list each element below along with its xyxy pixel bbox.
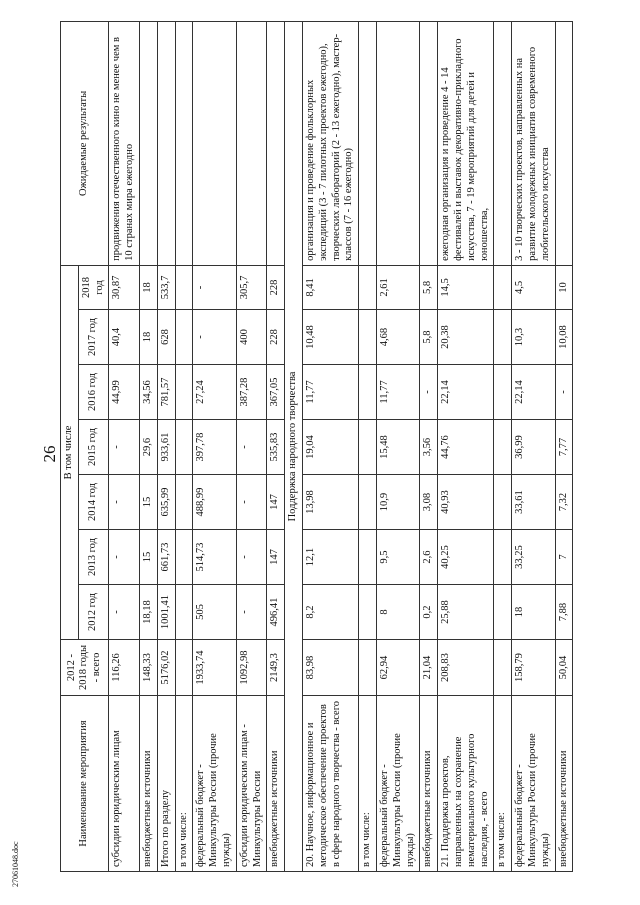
row-year-value: 34,56	[139, 365, 157, 420]
row-result	[494, 21, 512, 265]
row-year-value: 5,8	[420, 310, 438, 365]
row-total: 50,04	[555, 640, 573, 696]
row-name: в том числе:	[494, 696, 512, 872]
row-result	[267, 21, 285, 265]
row-year-value	[175, 530, 193, 585]
table-row	[267, 21, 285, 871]
row-year-value: 27,24	[193, 365, 236, 420]
table-header	[61, 21, 109, 871]
row-year-value: -	[236, 475, 267, 530]
row-year-value: 7,77	[555, 420, 573, 475]
row-year-value: 397,78	[193, 420, 236, 475]
header-year: 2017 год	[78, 310, 109, 365]
section-row	[285, 21, 303, 871]
row-name: в том числе:	[359, 696, 377, 872]
row-year-value: -	[109, 585, 140, 640]
table-row	[555, 21, 573, 871]
table-row	[438, 21, 494, 871]
row-name: субсидии юридическим лицам	[109, 696, 140, 872]
row-year-value: -	[109, 420, 140, 475]
header-year: 2016 год	[78, 365, 109, 420]
row-name: Итого по разделу	[157, 696, 175, 872]
row-total: 116,26	[109, 640, 140, 696]
row-year-value: -	[236, 530, 267, 585]
row-year-value: 10,08	[555, 310, 573, 365]
row-total: 208,83	[438, 640, 494, 696]
row-year-value: 147	[267, 530, 285, 585]
row-year-value: 10,3	[512, 310, 555, 365]
row-year-value	[175, 265, 193, 309]
table-row	[157, 21, 175, 871]
row-year-value: 33,61	[512, 475, 555, 530]
row-year-value	[175, 365, 193, 420]
row-name: федеральный бюджет - Минкультуры России (прочие нужды)	[512, 696, 555, 872]
row-year-value	[175, 420, 193, 475]
row-year-value: 40,25	[438, 530, 494, 585]
row-name: внебюджетные источники	[139, 696, 157, 872]
row-year-value	[359, 310, 377, 365]
row-total: 5176,02	[157, 640, 175, 696]
row-year-value	[359, 530, 377, 585]
row-year-value: 781,57	[157, 365, 175, 420]
row-year-value: 628	[157, 310, 175, 365]
row-year-value: 7	[555, 530, 573, 585]
row-year-value: 9,5	[376, 530, 419, 585]
row-year-value: 44,99	[109, 365, 140, 420]
header-year: 2013 год	[78, 530, 109, 585]
row-year-value: 4,5	[512, 265, 555, 309]
row-total: 2149,3	[267, 640, 285, 696]
row-year-value	[175, 310, 193, 365]
row-year-value: 15,48	[376, 420, 419, 475]
row-result	[376, 21, 419, 265]
row-year-value	[359, 365, 377, 420]
row-total	[359, 640, 377, 696]
row-result: ежегодная организация и проведение 4 - 14 фестивалей и выставок декоративно-прикладного искусства, 7 - 19 мероприятий для детей и юношества,	[438, 21, 494, 265]
row-year-value: 11,77	[302, 365, 358, 420]
table-body	[109, 21, 573, 871]
row-year-value: 387,28	[236, 365, 267, 420]
row-year-value: 18	[139, 265, 157, 309]
row-year-value: 8	[376, 585, 419, 640]
row-year-value: 15	[139, 475, 157, 530]
row-year-value: 635,99	[157, 475, 175, 530]
row-year-value	[175, 475, 193, 530]
table-row	[512, 21, 555, 871]
table-row	[236, 21, 267, 871]
row-year-value: 7,88	[555, 585, 573, 640]
header-name: Наименование мероприятия	[61, 696, 109, 872]
row-year-value: -	[555, 365, 573, 420]
row-year-value: 33,25	[512, 530, 555, 585]
row-total: 21,04	[420, 640, 438, 696]
row-year-value: 228	[267, 265, 285, 309]
row-year-value: 496,41	[267, 585, 285, 640]
row-year-value: 15	[139, 530, 157, 585]
footer-ref: 27061048.doc	[11, 841, 20, 887]
row-result: 3 - 10 творческих проектов, направленных на развитие молодежных инициатив современного любительского искусства	[512, 21, 555, 265]
row-year-value: -	[109, 530, 140, 585]
row-year-value: 147	[267, 475, 285, 530]
row-year-value: 22,14	[438, 365, 494, 420]
row-name: внебюджетные источники	[420, 696, 438, 872]
table-row	[139, 21, 157, 871]
row-name: 21. Поддержка проектов, направленных на сохранение нематериального культурного наследия, - всего	[438, 696, 494, 872]
row-year-value: 22,14	[512, 365, 555, 420]
row-year-value: 10	[555, 265, 573, 309]
row-result	[193, 21, 236, 265]
table-row	[175, 21, 193, 871]
row-year-value: -	[420, 365, 438, 420]
row-year-value: 19,04	[302, 420, 358, 475]
row-year-value: 533,7	[157, 265, 175, 309]
row-year-value: 305,7	[236, 265, 267, 309]
row-year-value: 18	[512, 585, 555, 640]
row-year-value: 488,99	[193, 475, 236, 530]
row-result: организация и проведение фольклорных экспедиций (3 - 7 пилотных проектов ежегодно), творческих лабораторий (2 - 13 ежегодно), мастер-классов (7 - 16 ежегодно)	[302, 21, 358, 265]
budget-table	[60, 21, 573, 872]
table-row	[359, 21, 377, 871]
row-year-value	[494, 585, 512, 640]
row-year-value: 8,41	[302, 265, 358, 309]
row-year-value	[494, 420, 512, 475]
row-result	[236, 21, 267, 265]
row-name: субсидии юридическим лицам - Минкультуры России	[236, 696, 267, 872]
row-name: в том числе:	[175, 696, 193, 872]
row-year-value: -	[236, 420, 267, 475]
row-name: внебюджетные источники	[267, 696, 285, 872]
row-name: внебюджетные источники	[555, 696, 573, 872]
row-year-value	[494, 310, 512, 365]
header-year: 2014 год	[78, 475, 109, 530]
row-year-value: 14,5	[438, 265, 494, 309]
row-year-value: 44,76	[438, 420, 494, 475]
row-year-value: 12,1	[302, 530, 358, 585]
row-result	[359, 21, 377, 265]
row-year-value: -	[236, 585, 267, 640]
row-year-value: 36,99	[512, 420, 555, 475]
row-result	[420, 21, 438, 265]
row-total: 1092,98	[236, 640, 267, 696]
row-year-value: 18,18	[139, 585, 157, 640]
header-year: 2018 год	[78, 265, 109, 309]
row-name: федеральный бюджет - Минкультуры России (прочие нужды)	[193, 696, 236, 872]
row-year-value: 933,61	[157, 420, 175, 475]
header-incl: В том числе	[61, 265, 79, 639]
rotated-table-container	[60, 22, 610, 872]
row-year-value: -	[193, 310, 236, 365]
row-total: 62,94	[376, 640, 419, 696]
row-result	[157, 21, 175, 265]
row-year-value	[494, 265, 512, 309]
row-year-value	[359, 265, 377, 309]
row-year-value: 7,32	[555, 475, 573, 530]
row-year-value: 2,61	[376, 265, 419, 309]
row-year-value: 29,6	[139, 420, 157, 475]
row-year-value: 5,8	[420, 265, 438, 309]
row-year-value: 3,56	[420, 420, 438, 475]
table-row	[376, 21, 419, 871]
row-result	[175, 21, 193, 265]
page-number: 26	[40, 445, 59, 463]
page-number-area	[40, 0, 60, 905]
header-year: 2012 год	[78, 585, 109, 640]
row-year-value: 30,87	[109, 265, 140, 309]
row-year-value: 40,4	[109, 310, 140, 365]
row-total: 158,79	[512, 640, 555, 696]
row-total	[175, 640, 193, 696]
row-year-value: 18	[139, 310, 157, 365]
section-title: Поддержка народного творчества	[285, 21, 303, 871]
row-year-value: 2,6	[420, 530, 438, 585]
row-result	[139, 21, 157, 265]
row-year-value: 11,77	[376, 365, 419, 420]
row-year-value	[494, 475, 512, 530]
row-year-value: -	[109, 475, 140, 530]
table-row	[109, 21, 140, 871]
row-year-value: 367,05	[267, 365, 285, 420]
row-year-value: 228	[267, 310, 285, 365]
row-year-value: 10,9	[376, 475, 419, 530]
row-year-value	[359, 475, 377, 530]
header-total: 2012 - 2018 годы - всего	[61, 640, 109, 696]
row-year-value: 3,08	[420, 475, 438, 530]
row-year-value: 20,38	[438, 310, 494, 365]
row-year-value: 10,48	[302, 310, 358, 365]
row-name: 20. Научное, информационное и методическое обеспечение проектов в сфере народного творчества - всего	[302, 696, 358, 872]
row-total: 83,98	[302, 640, 358, 696]
row-year-value: 505	[193, 585, 236, 640]
row-year-value	[494, 365, 512, 420]
row-year-value: 13,98	[302, 475, 358, 530]
row-year-value: 4,68	[376, 310, 419, 365]
row-result: продвижения отечественного кино не менее чем в 10 странах мира ежегодно	[109, 21, 140, 265]
table-row	[494, 21, 512, 871]
row-year-value: -	[193, 265, 236, 309]
table-row	[193, 21, 236, 871]
row-year-value	[175, 585, 193, 640]
row-year-value: 661,73	[157, 530, 175, 585]
row-total: 1933,74	[193, 640, 236, 696]
row-year-value	[359, 585, 377, 640]
row-year-value: 535,83	[267, 420, 285, 475]
row-year-value	[359, 420, 377, 475]
row-total: 148,33	[139, 640, 157, 696]
row-year-value: 0,2	[420, 585, 438, 640]
row-year-value: 25,88	[438, 585, 494, 640]
row-year-value: 514,73	[193, 530, 236, 585]
row-total	[494, 640, 512, 696]
row-year-value: 400	[236, 310, 267, 365]
row-year-value: 1001,41	[157, 585, 175, 640]
header-result: Ожидаемые результаты	[61, 21, 109, 265]
row-year-value: 40,93	[438, 475, 494, 530]
header-year: 2015 год	[78, 420, 109, 475]
row-year-value: 8,2	[302, 585, 358, 640]
row-name: федеральный бюджет - Минкультуры России (прочие нужды)	[376, 696, 419, 872]
table-row	[302, 21, 358, 871]
row-year-value	[494, 530, 512, 585]
row-result	[555, 21, 573, 265]
table-row	[420, 21, 438, 871]
